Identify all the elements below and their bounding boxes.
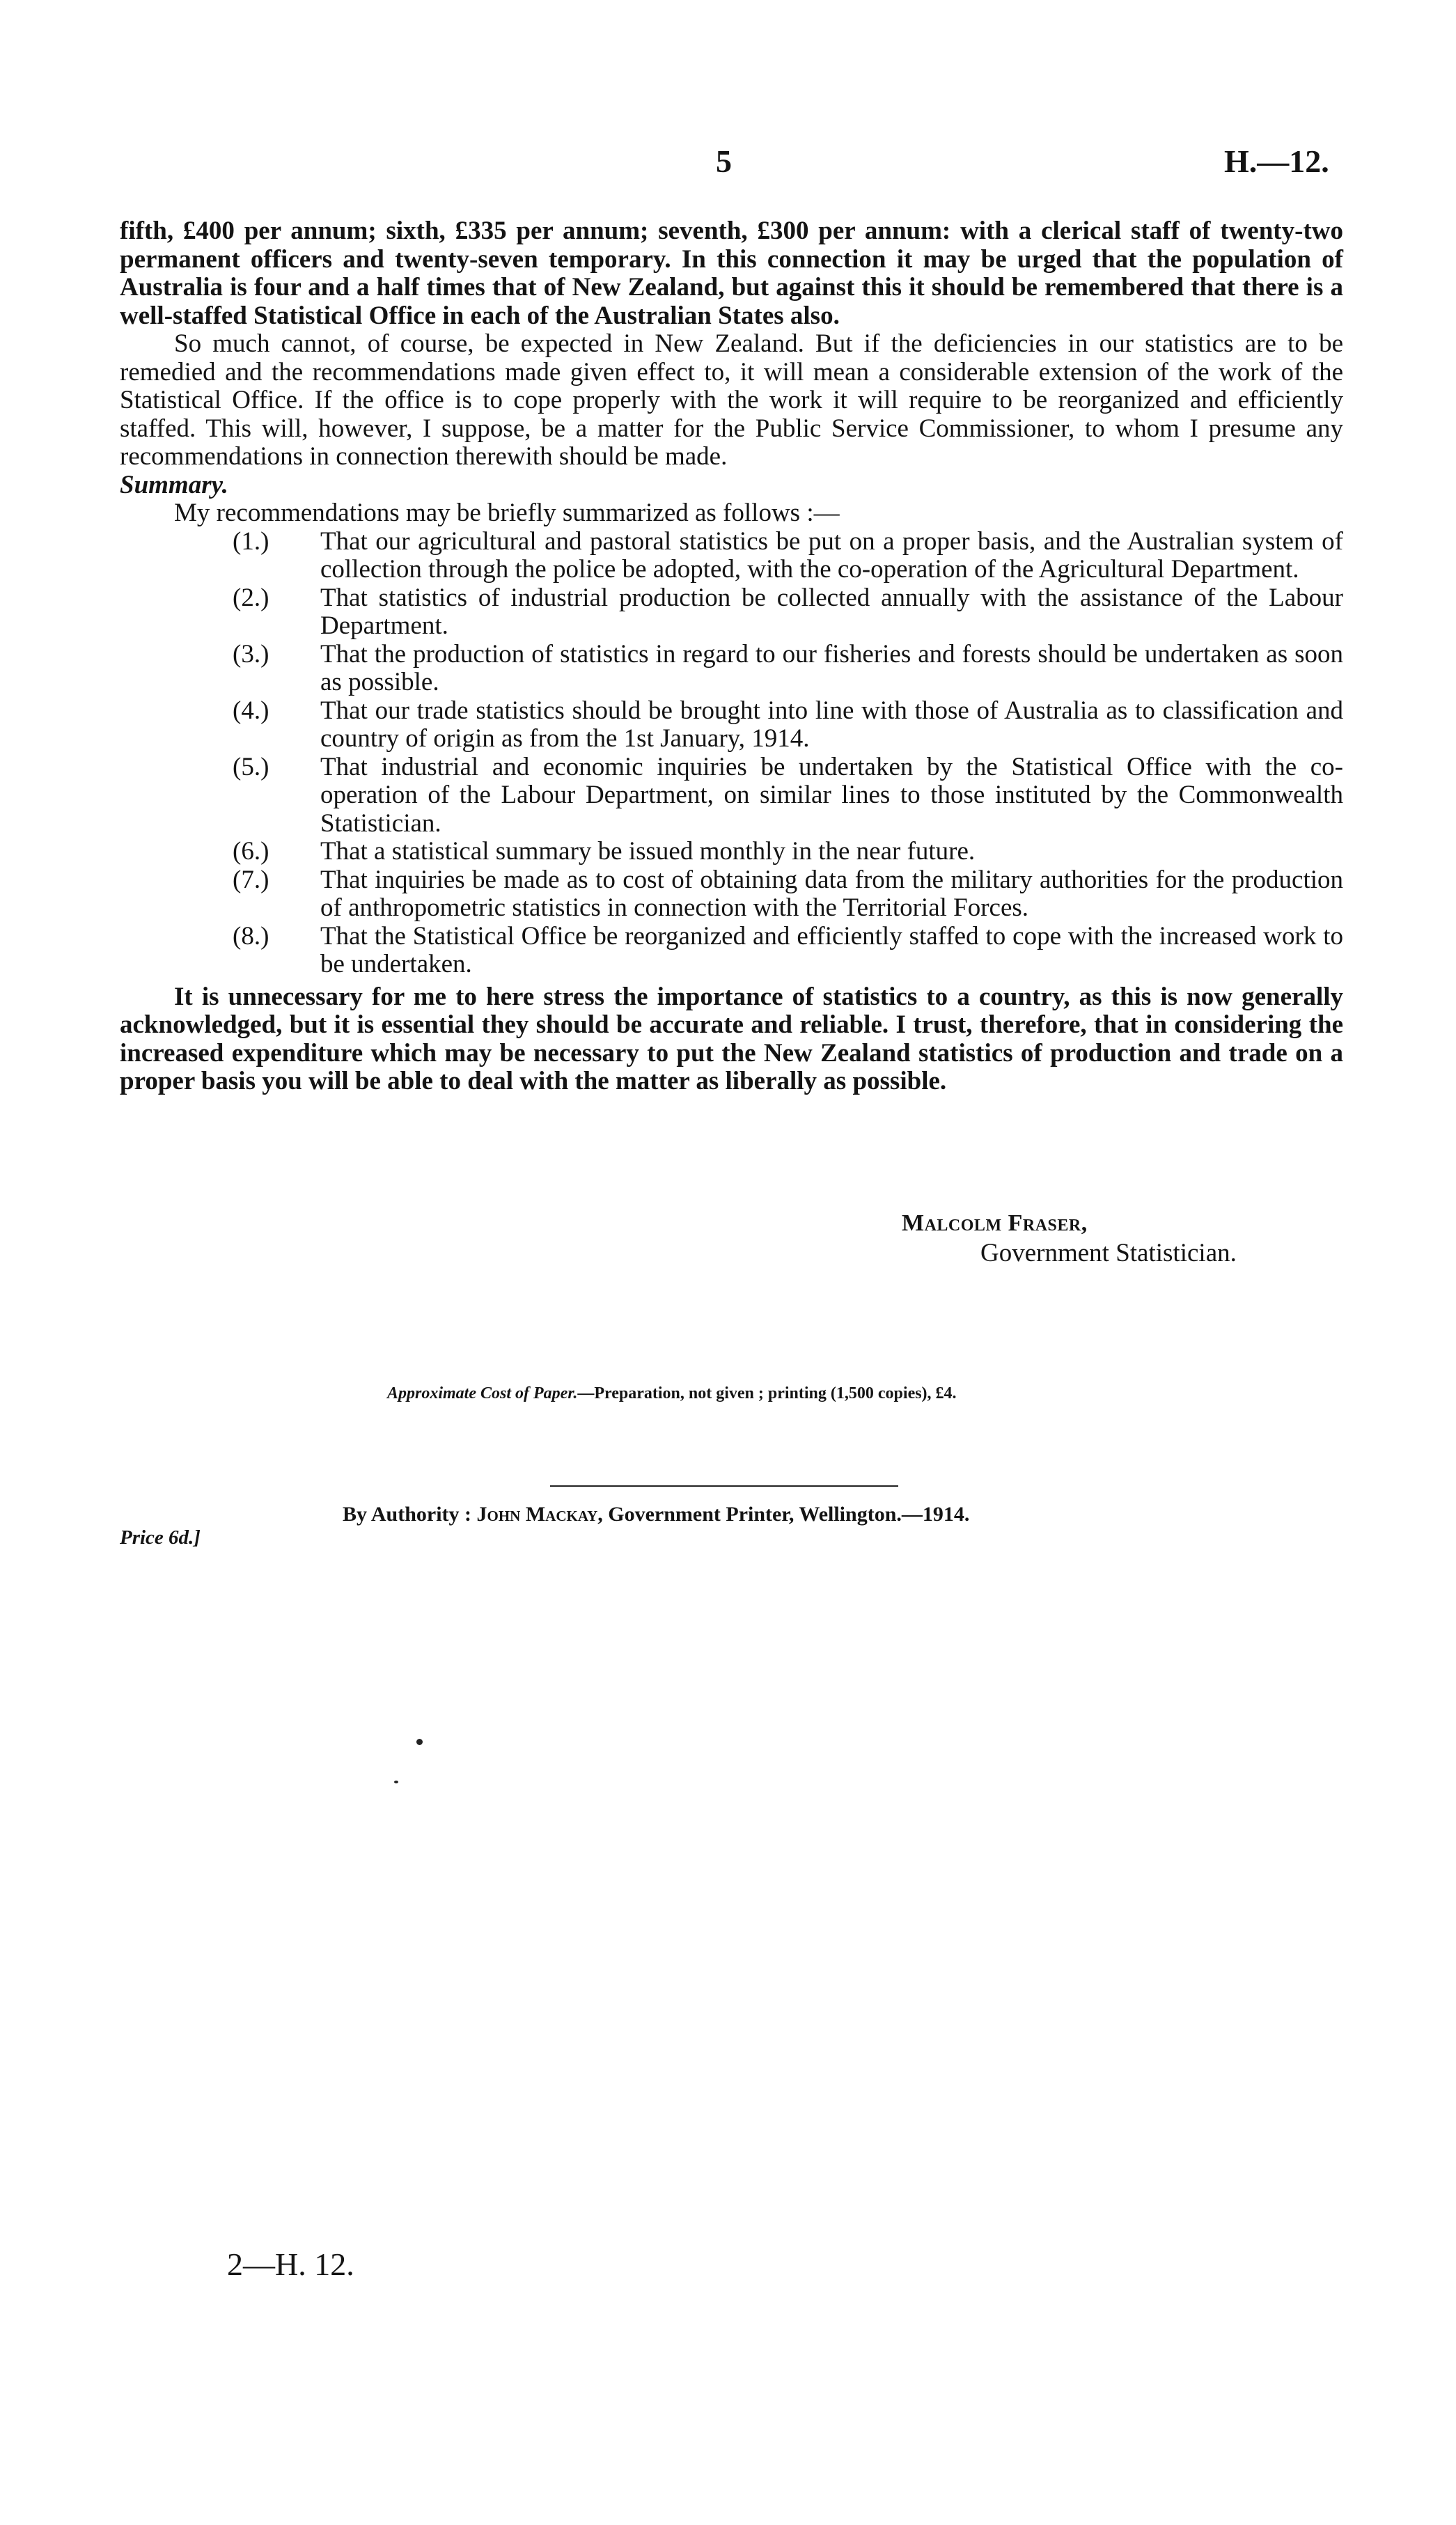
- cost-note-lead: Approximate Cost of Paper.: [387, 1384, 578, 1402]
- cost-note-detail: —Preparation, not given ; printing (1,500 copies), £4.: [577, 1384, 957, 1402]
- list-item-number: (4.): [233, 696, 269, 725]
- page-number: 5: [716, 143, 732, 179]
- continuation-paragraph: fifth, £400 per annum; sixth, £335 per annum; seventh, £300 per annum: with a clerical staff of twenty-two permanent officers and twenty-seven temporary. In this connection it may be urged that the population of Australia is four and a half times that of New Zealand, but against this it should be remembered that there is a well-staffed Statistical Office in each of the Australian States also.: [120, 217, 1343, 330]
- closing-paragraph: It is unnecessary for me to here stress the importance of statistics to a country, as this is now generally acknowledged, but it is essential they should be accurate and reliable. I trust, therefore, that in considering the increased expenditure which may be necessary to put the New Zealand statistics of production and trade on a proper basis you will be able to deal with the matter as liberally as possible.: [120, 982, 1343, 1095]
- sheet-signature: 2—H. 12.: [227, 2246, 354, 2282]
- second-paragraph: So much cannot, of course, be expected in New Zealand. But if the deficiencies in our statistics are to be remedied and the recommendations made given effect to, it will mean a considerable extension of the work of the Statistical Office. If the office is to cope properly with the work it will require to be reorganized and efficiently staffed. This will, however, I suppose, be a matter for the Public Service Commissioner, to whom I presume any recommendations in connection therewith should be made.: [120, 329, 1343, 471]
- cost-note: [387, 1384, 957, 1403]
- list-item: [120, 923, 1343, 979]
- list-item: [120, 866, 1343, 923]
- list-item-number: (2.): [233, 583, 269, 612]
- list-item: [120, 528, 1343, 584]
- list-item-text: That a statistical summary be issued monthly in the near future.: [320, 837, 976, 866]
- main-text: [120, 217, 1343, 1096]
- list-item: [120, 697, 1343, 753]
- ink-speck: [394, 1781, 398, 1783]
- list-item-number: (1.): [233, 526, 269, 556]
- imprint: [343, 1503, 969, 1526]
- list-item-number: (8.): [233, 921, 269, 951]
- list-item-text: That statistics of industrial production be collected annually with the assistance of the Labour Department.: [320, 583, 1343, 640]
- ink-speck: [416, 1739, 423, 1745]
- imprint-printer: John Mackay: [476, 1503, 598, 1526]
- recommendations-list: [120, 528, 1343, 979]
- list-item-number: (7.): [233, 865, 269, 894]
- list-item: [120, 641, 1343, 697]
- list-item-number: (3.): [233, 639, 269, 669]
- list-item-text: That industrial and economic inquiries be undertaken by the Statistical Office with the co-operation of the Labour Department, on similar lines to those instituted by the Commonwealth Statistician.: [320, 752, 1343, 838]
- list-item-text: That inquiries be made as to cost of obtaining data from the military authorities for the production of anthropometric statistics in connection with the Territorial Forces.: [320, 865, 1343, 922]
- document-reference: H.—12.: [1224, 143, 1329, 179]
- summary-heading: Summary.: [120, 470, 228, 499]
- list-item-number: (5.): [233, 752, 269, 781]
- list-item-text: That our agricultural and pastoral statistics be put on a proper basis, and the Australian system of collection through the police be adopted, with the co-operation of the Agricultural Department.: [320, 526, 1343, 584]
- price-label: Price 6d.]: [120, 1526, 201, 1549]
- list-item: [120, 584, 1343, 641]
- divider-rule: [550, 1485, 898, 1487]
- list-item-text: That the Statistical Office be reorganized and efficiently staffed to cope with the increased work to be undertaken.: [320, 921, 1343, 978]
- list-item: [120, 838, 1343, 866]
- signatory-title: Government Statistician.: [980, 1239, 1237, 1267]
- list-item-number: (6.): [233, 837, 269, 866]
- list-item: [120, 753, 1343, 838]
- signatory-name: Malcolm Fraser,: [902, 1210, 1088, 1236]
- imprint-suffix: , Government Printer, Wellington.—1914.: [597, 1503, 970, 1526]
- imprint-prefix: By Authority :: [343, 1503, 477, 1526]
- list-item-text: That the production of statistics in regard to our fisheries and forests should be undertaken as soon as possible.: [320, 639, 1343, 696]
- list-item-text: That our trade statistics should be brought into line with those of Australia as to classification and country of origin as from the 1st January, 1914.: [320, 696, 1343, 753]
- summary-intro: My recommendations may be briefly summarized as follows :—: [174, 499, 840, 527]
